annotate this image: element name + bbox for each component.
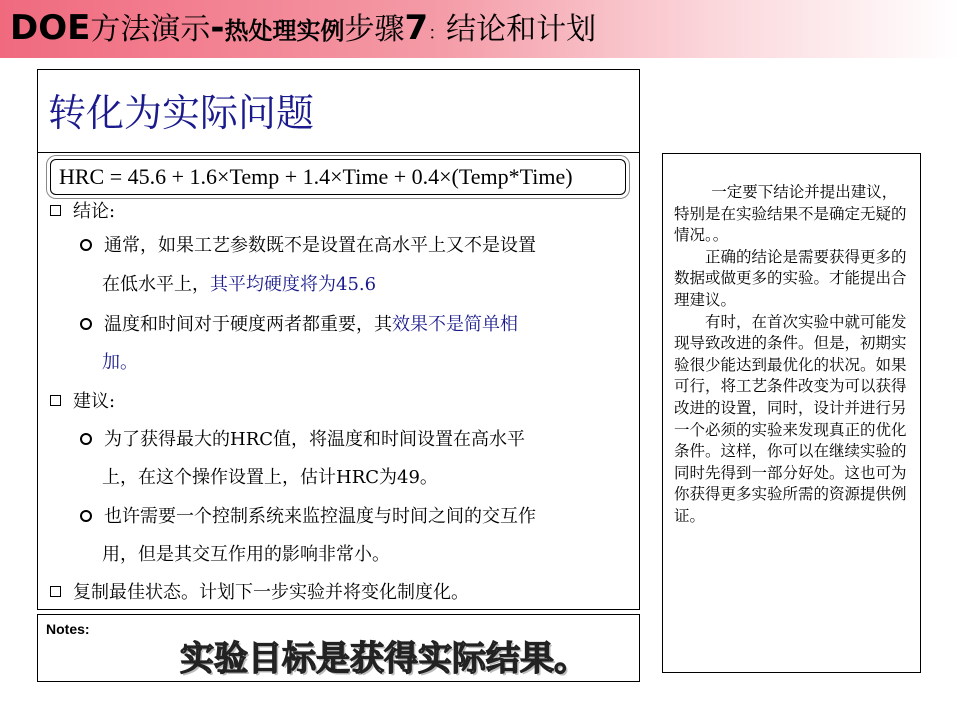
title-step-number: 7 xyxy=(404,8,429,48)
title-method-demo: 方法演示 xyxy=(90,12,211,47)
conclusion-item-2-line-1 xyxy=(80,313,518,337)
title-bar xyxy=(0,0,960,58)
title-dash: - xyxy=(210,8,225,48)
suggestion-label: 建议: xyxy=(73,391,116,412)
heading-row xyxy=(38,70,639,153)
title-step: 步骤 xyxy=(344,12,405,47)
conclusion-item-1-text-cont: 在低水平上， xyxy=(102,274,210,295)
square-bullet-icon xyxy=(50,395,61,406)
content-heading: 转化为实际问题 xyxy=(48,91,315,135)
conclusion-label: 结论: xyxy=(73,201,116,222)
conclusion-item-1-line-2 xyxy=(102,273,376,297)
title-conclusion-plan: 结论和计划 xyxy=(446,12,597,47)
notes-box xyxy=(37,614,640,682)
notes-text: 实验目标是获得实际结果。 xyxy=(180,639,588,679)
conclusion-item-2-highlight-cont: 加。 xyxy=(102,352,138,373)
side-paragraph-1: 一定要下结论并提出建议，特别是在实验结果不是确定无疑的情况。。 xyxy=(674,183,907,245)
final-item-text: 复制最佳状态。计划下一步实验并将变化制度化。 xyxy=(73,582,469,603)
title-colon: ： xyxy=(428,23,447,44)
side-paragraph-2: 正确的结论是需要获得更多的数据或做更多的实验。才能提出合理建议。 xyxy=(674,247,907,309)
side-paragraph-3: 有时，在首次实验中就可能发现导致改进的条件。但是，初期实验很少能达到最优化的状况。如果可行，将工艺条件改变为可以获得改进的设置，同时，设计并进行另一个必须的实验来发现真正的优化条件。这样，你可以在继续实验的同时先得到一部分好处。这也可为你获得更多实验所需的资源提供例证。 xyxy=(674,312,907,525)
conclusion-item-2-highlight: 效果不是简单相 xyxy=(392,314,518,335)
conclusion-item-2-text: 温度和时间对于硬度两者都重要，其 xyxy=(104,314,392,335)
circle-bullet-icon xyxy=(80,239,92,251)
suggestion-item-2-line-1 xyxy=(80,505,536,529)
suggestion-item-2-text: 也许需要一个控制系统来监控温度与时间之间的交互作 xyxy=(104,506,536,527)
square-bullet-icon xyxy=(50,586,61,597)
suggestion-item-2-line-2 xyxy=(102,543,390,567)
circle-bullet-icon xyxy=(80,510,92,522)
slide-title xyxy=(10,6,596,56)
title-doe: DOE xyxy=(10,8,91,48)
square-bullet-icon xyxy=(50,205,61,216)
circle-bullet-icon xyxy=(80,318,92,330)
conclusion-item-2-line-2 xyxy=(102,351,138,375)
suggestion-item-1-text: 为了获得最大的HRC值，将温度和时间设置在高水平 xyxy=(104,429,526,450)
side-commentary-box xyxy=(662,153,921,673)
title-heat-treatment: 热处理实例 xyxy=(224,17,345,45)
final-item-line xyxy=(50,581,469,605)
regression-formula: HRC = 45.6 + 1.6×Temp + 1.4×Time + 0.4×(Temp*Time) xyxy=(50,159,626,195)
suggestion-item-1-text-cont: 上，在这个操作设置上，估计HRC为49。 xyxy=(102,467,438,488)
suggestion-item-1-line-2 xyxy=(102,466,438,490)
circle-bullet-icon xyxy=(80,433,92,445)
conclusion-item-1-line-1 xyxy=(80,234,536,258)
suggestion-item-2-text-cont: 用，但是其交互作用的影响非常小。 xyxy=(102,544,390,565)
conclusion-item-1-text: 通常，如果工艺参数既不是设置在高水平上又不是设置 xyxy=(104,235,536,256)
conclusion-item-1-highlight: 其平均硬度将为45.6 xyxy=(210,274,377,295)
conclusion-label-line xyxy=(50,200,115,224)
notes-label: Notes: xyxy=(46,621,90,637)
main-content-box xyxy=(37,69,640,610)
suggestion-label-line xyxy=(50,390,115,414)
suggestion-item-1-line-1 xyxy=(80,428,525,452)
